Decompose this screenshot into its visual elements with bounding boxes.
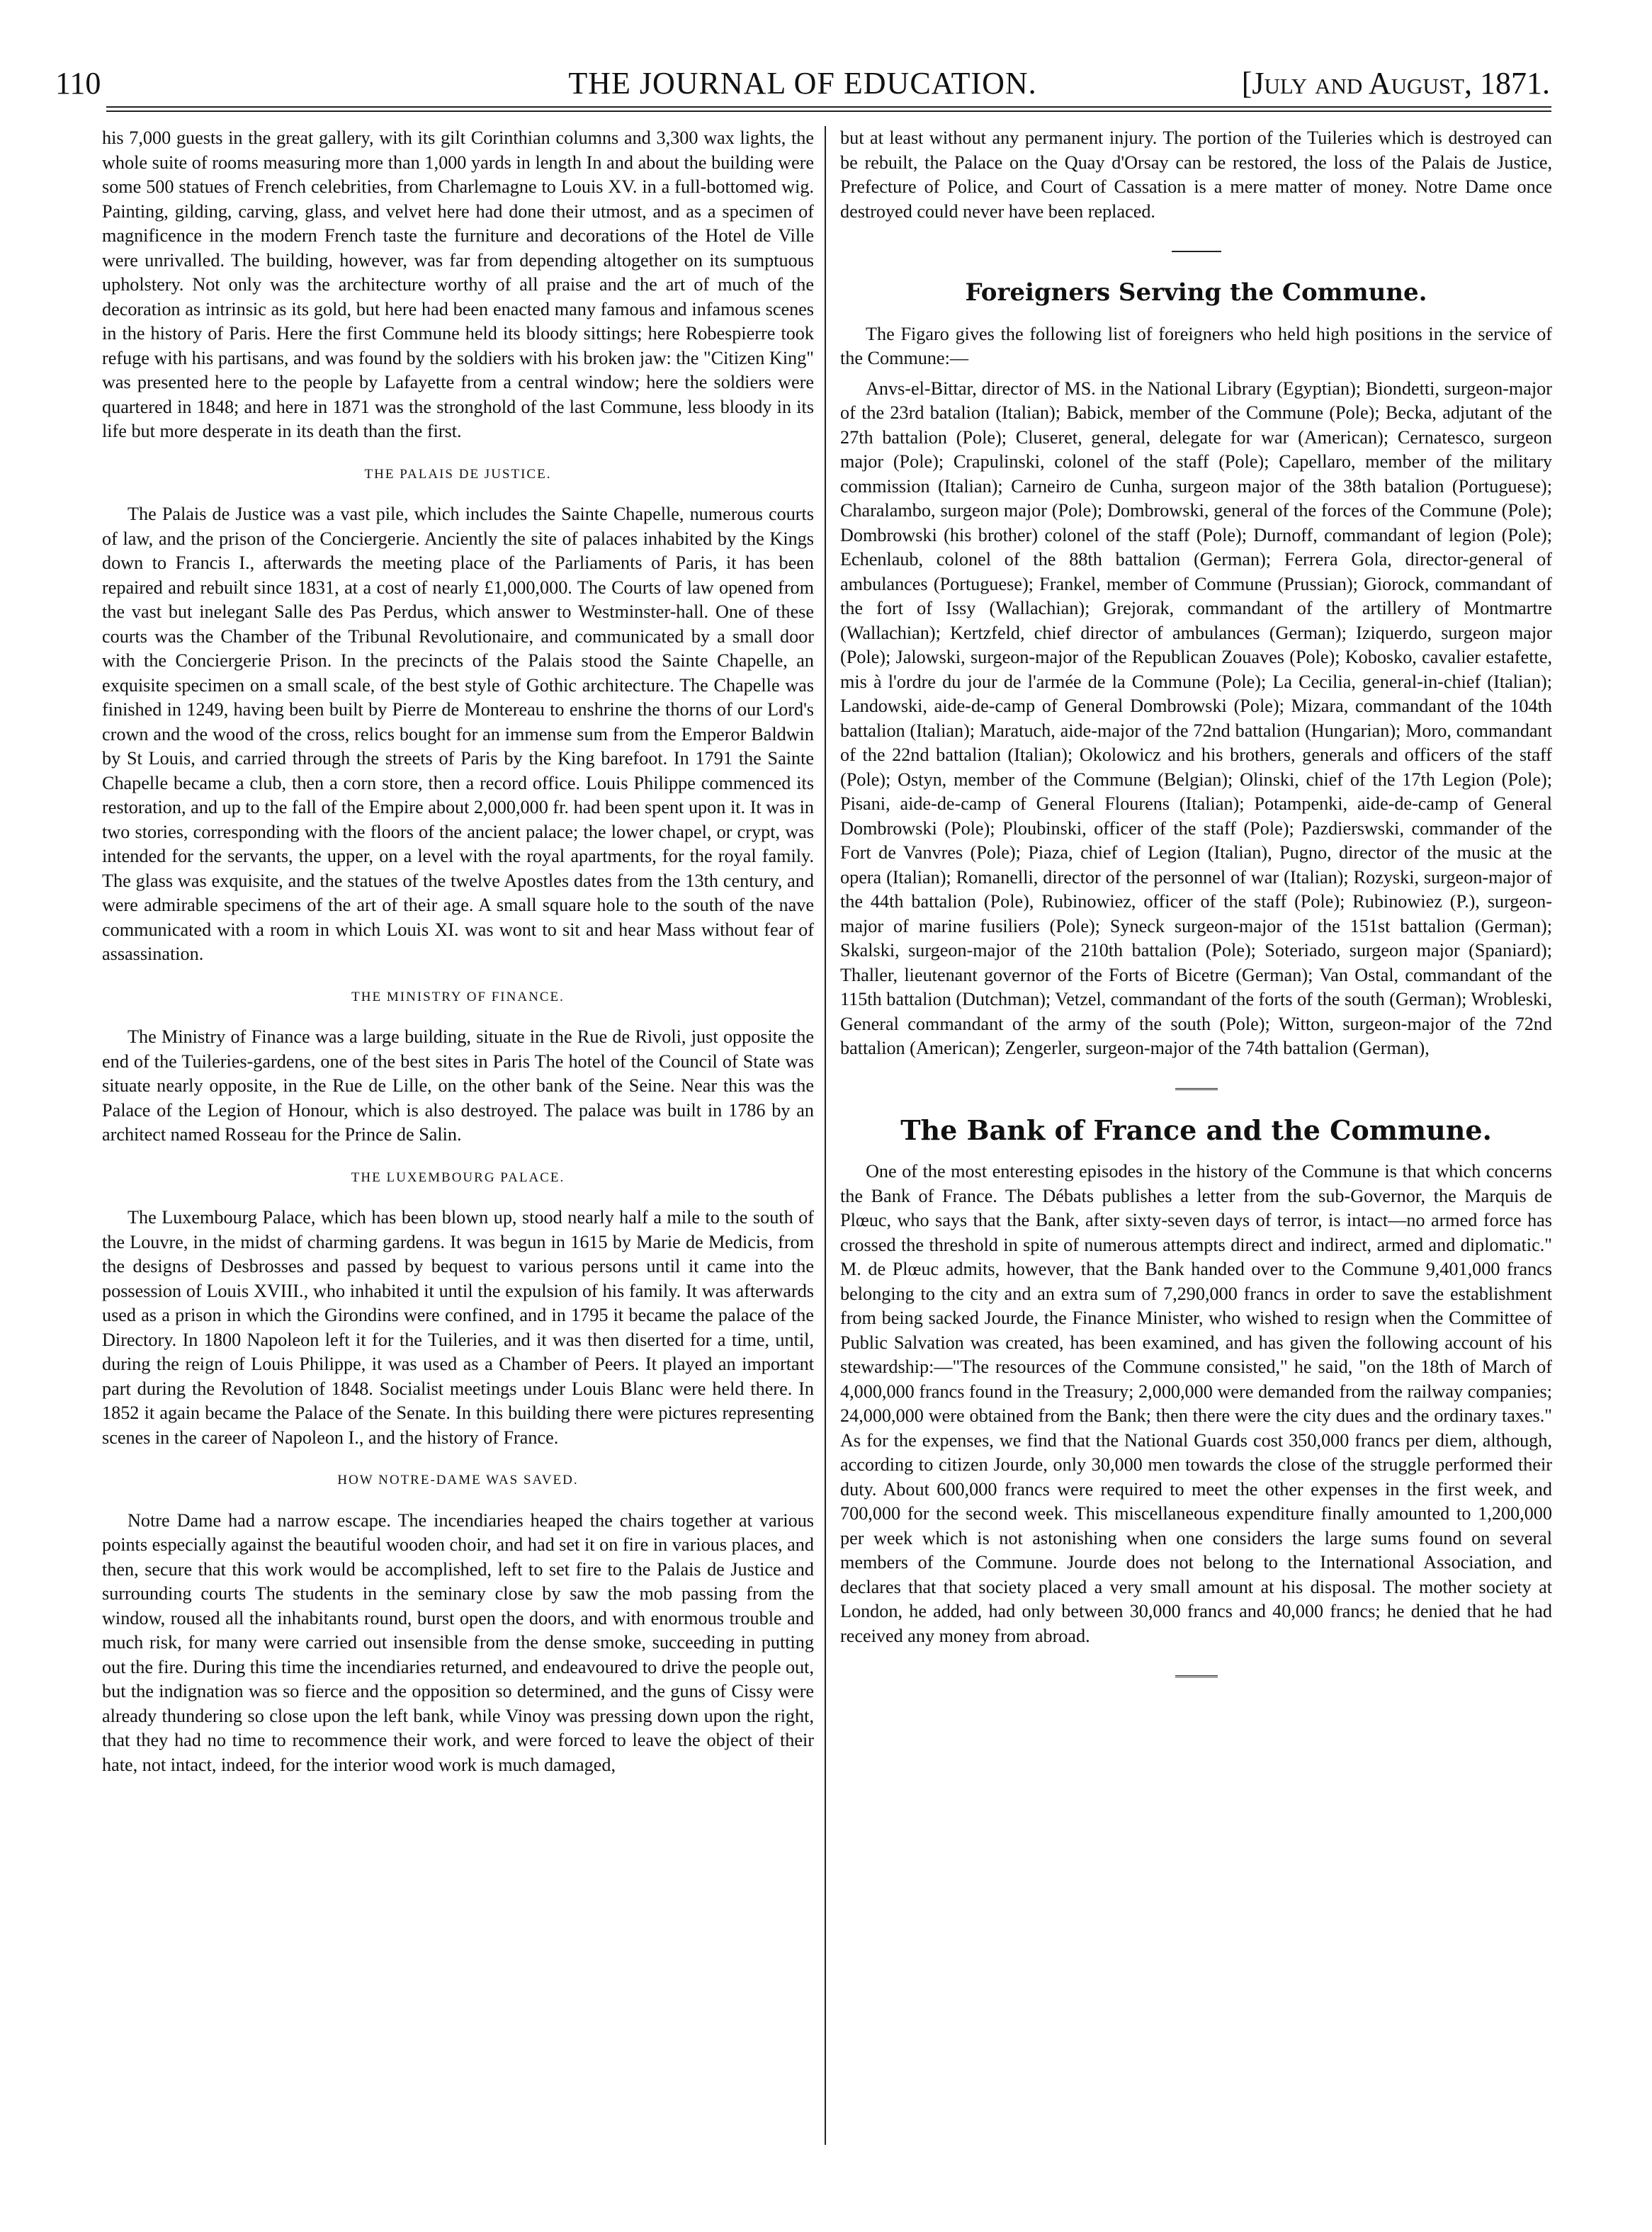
luxembourg-heading: THE LUXEMBOURG PALACE. (351, 1169, 565, 1185)
palais-paragraph: The Palais de Justice was a vast pile, which includes the Sainte Chapelle, numerous courts of law, and the prison of the Conciergerie. Anciently the site of palaces inhabited by the Kings down to Francis I., afterwards the meeting place of the Parliaments of Paris, it has been repaired and rebuilt since 1831, at a cost of nearly £1,000,000. The Courts of law opened from the vast but inelegant Salle des Pas Perdus, which answer to Westminster-hall. One of these courts was the Chamber of the Tribunal Revolutionaire, and communicated by a small door with the Conciergerie Prison. In the precincts of the Palais stood the Sainte Chapelle, an exquisite specimen on a small scale, of the best style of Gothic architecture. The Chapelle was finished in 1249, having been built by Pierre de Montereau to enshrine the thorns of our Lord's crown and the wood of the cross, relics bought for an immense sum from the Emperor Baldwin by St Louis, and carried through the streets of Paris by the King barefoot. In 1791 the Sainte Chapelle became a club, then a corn store, then a record office. Louis Philippe commenced its restoration, and up to the fall of the Empire about 2,000,000 fr. had been spent upon it. It was in two stories, corresponding with the floors of the ancient palace; the lower chapel, or crypt, was intended for the servants, the upper, on a level with the royal apartments, for the royal family. The glass was exquisite, and the statues of the twelve Apostles dates from the 13th century, and were admirable specimens of the art of their age. A small square hole to the south of the nave communicated with a room in which Louis XI. was wont to sit and hear Mass without fear of assassination. (102, 504, 814, 964)
foreigners-title: Foreigners Serving the Commune. (965, 278, 1427, 307)
palais-heading: THE PALAIS DE JUSTICE. (364, 466, 552, 482)
end-separator (1175, 1675, 1218, 1677)
finance-paragraph: The Ministry of Finance was a large building, situate in the Rue de Rivoli, just opposite the end of the Tuileries-gardens, one of the best sites in Paris The hotel of the Council of State was situate nearly opposite, in the Rue de Lille, on the other bank of the Seine. Near this was the Palace of the Legion of Honour, which is also destroyed. The palace was built in 1786 by an architect named Rosseau for the Prince de Salin. (102, 1026, 814, 1145)
hotel-de-ville-paragraph: his 7,000 guests in the great gallery, with its gilt Corinthian columns and 3,300 wax lights, the whole suite of rooms measuring more than 1,000 yards in length In and about the building were some 500 statues of French celebrities, from Charlemagne to Louis XV. in a full-bottomed wig. Painting, gilding, carving, glass, and velvet here had done their utmost, and as a specimen of magnificence in the modern French taste the furniture and decorations of the Hotel de Ville were unrivalled. The building, however, was far from depending altogether on its sumptuous upholstery. Not only was the architecture worthy of all praise and the art of much of the decoration as intrinsic as its gold, but here had been enacted many famous and infamous scenes in the history of Paris. Here the first Commune held its bloody sittings; here Robespierre took refuge with his partisans, and was found by the soldiers with his broken jaw: the "Citizen King" was presented here to the people by Lafayette from a central window; here the soldiers were quartered in 1848; and here in 1871 was the stronghold of the last Commune, less bloody in its life but more desperate in its death than the first. (102, 128, 814, 441)
foreigners-intro: The Figaro gives the following list of foreigners who held high positions in the service of the Commune:— (840, 323, 1552, 368)
bank-paragraph: One of the most enteresting episodes in the history of the Commune is that which concerns the Bank of France. The Débats publishes a letter from the sub-Governor, the Marquis de Plœuc, who says that the Bank, after sixty-seven days of terror, is intact—no armed force has crossed the threshold in spite of numerous attempts direct and indirect, armed and diplomatic." M. de Plœuc admits, however, that the Bank handed over to the Commune 9,401,000 francs belonging to the city and an extra sum of 7,290,000 francs in order to save the establishment from being sacked Jourde, the Finance Minister, who wished to resign when the Committee of Public Salvation was created, has been examined, and has given the following account of his stewardship:—"The resources of the Commune consisted," he said, "on the 18th of March of 4,000,000 francs found in the Treasury; 2,000,000 were demanded from the railway companies; 24,000,000 were obtained from the Bank; then there were the city dues and the ordinary taxes." As for the expenses, we find that the National Guards cost 350,000 francs per diem, although, according to citizen Jourde, only 30,000 men towards the close of the struggle performed their duty. About 600,000 francs were required to meet the other expenses in the first week, and 700,000 for the second week. This miscellaneous expenditure finally amounted to 1,200,000 per week which is not astonishing when one considers the large sums found on several members of the Commune. Jourde does not belong to the International Association, and declares that that society placed a very small amount at his disposal. The mother society at London, he added, had only between 30,000 francs and 40,000 francs; he denied that he had received any money from abroad. (840, 1161, 1552, 1646)
luxembourg-paragraph: The Luxembourg Palace, which has been blown up, stood nearly half a mile to the south of the Louvre, in the midst of charming gardens. It was begun in 1615 by Marie de Medicis, from the designs of Desbrosses and passed by bequest to various persons until it came into the possession of Louis XVIII., who inhabited it until the expulsion of his family. It was afterwards used as a prison in which the Girondins were confined, and in 1795 it became the palace of the Directory. In 1800 Napoleon left it for the Tuileries, and it was then diserted for a time, until, during the reign of Louis Philippe, it was used as a Chamber of Peers. It played an important part during the Revolution of 1848. Socialist meetings under Louis Blanc were held there. In 1852 it again became the Palace of the Senate. In this building there were pictures representing scenes in the career of Napoleon I., and the history of France. (102, 1207, 814, 1448)
finance-heading: THE MINISTRY OF FINANCE. (351, 989, 565, 1004)
notre-dame-paragraph: Notre Dame had a narrow escape. The incendiaries heaped the chairs together at various points especially against the beautiful wooden choir, and had set it on fire in various places, and then, secure that this work would be accomplished, left to set fire to the Palais de Justice and surrounding courts The students in the seminary close by saw the mob passing from the window, roused all the inhabitants round, burst open the doors, and with enormous trouble and much risk, for many were carried out insensible from the dense smoke, succeeding in putting out the fire. During this time the incendiaries returned, and endeavoured to drive the people out, but the indignation was so fierce and the opposition so determined, and the guns of Cissy were already thundering so close upon the left bank, while Vinoy was pressing down upon the right, that they had no time to recommence their work, and were forced to leave the object of their hate, not intact, indeed, for the interior wood work is much damaged, (102, 1509, 814, 1775)
page-number: 110 (55, 66, 101, 101)
header-rule-second (106, 111, 1551, 112)
journal-title: THE JOURNAL OF EDUCATION. (568, 66, 1037, 101)
header-rule (106, 106, 1551, 108)
section-separator (1175, 1088, 1218, 1090)
continuation-paragraph: but at least without any permanent injury. The portion of the Tuileries which is destroyed can be rebuilt, the Palace on the Quay d'Orsay can be restored, the loss of the Palais de Justice, Prefecture of Police, and Court of Cassation is a mere matter of money. Notre Dame once destroyed could never have been replaced. (840, 128, 1552, 222)
section-separator (1172, 251, 1221, 252)
right-column (840, 126, 1552, 1706)
notre-dame-heading: HOW NOTRE-DAME WAS SAVED. (337, 1473, 579, 1488)
foreigners-list: Anvs-el-Bittar, director of MS. in the National Library (Egyptian); Biondetti, surgeon-major of the 23rd batalion (Italian); Babick, member of the Commune (Pole); Becka, adjutant of the 27th battalion (Pole); Cluseret, general, delegate for war (American); Cernatesco, surgeon major (Pole); Crapulinski, colonel of the staff (Pole); Capellaro, member of the military commission (Italian); Carneiro de Cunha, surgeon major of the 38th batalion (Portuguese); Charalambo, surgeon major (Pole); Dombrowski, general of the forces of the Commune (Pole); Dombrowski (his brother) colonel of the staff (Pole); Durnoff, commandant of legion (Pole); Echenlaub, colonel of the 88th battalion (German); Ferrera Gola, director-general of ambulances (Portuguese); Frankel, member of Commune (Prussian); Giorock, commandant of the fort of Issy (Wallachian); Grejorak, commandant of the artillery of Montmartre (Wallachian); Kertzfeld, chief director of ambulances (German); Iziquerdo, surgeon major (Pole); Jalowski, surgeon-major of the Republican Zouaves (Pole); Kobosko, cavalier estafette, mis à l'ordre du jour de l'armée de la Commune (Pole); La Cecilia, general-in-chief (Italian); Landowski, aide-de-camp of General Dombrowski (Pole); Mizara, commandant of the 104th battalion (Italian); Maratuch, aide-major of the 72nd battalion (Hungarian); Moro, commandant of the 22nd battalion (Italian); Okolowicz and his brothers, generals and officers of the staff (Pole); Ostyn, member of the Commune (Belgian); Olinski, chief of the 17th Legion (Pole); Pisani, aide-de-camp of General Flourens (Italian); Potampenki, aide-de-camp of General Dombrowski (Pole); Ploubinski, officer of the staff (Pole); Pazdierswski, commander of the Fort de Vanvres (Pole); Piaza, chief of Legion (Italian), Pugno, director of the music at the opera (Italian); Romanelli, director of the personnel of war (Italian); Rozyski, surgeon-major of the 44th battalion (Pole), Rubinowiez, officer of the staff (Pole); Rubinowiez (P.), surgeon-major of marine fusiliers (Pole); Syneck surgeon-major of the 151st battalion (German); Skalski, surgeon-major of the 210th battalion (Pole); Soteriado, surgeon major (Spaniard); Thaller, lieutenant governor of the Forts of Bicetre (German); Van Ostal, commandant of the 115th battalion (Dutchman); Vetzel, commandant of the forts of the south (German); Wrobleski, General commandant of the army of the south (Pole); Witton, surgeon-major of the 72nd battalion (American); Zengerler, surgeon-major of the 74th battalion (German), (840, 378, 1552, 1058)
foreigners-section (840, 322, 1552, 1061)
column-divider (825, 126, 826, 2145)
bank-title: The Bank of France and the Commune. (900, 1114, 1492, 1146)
left-column (102, 126, 814, 1783)
issue-date: [July and August, 1871. (1241, 66, 1550, 101)
